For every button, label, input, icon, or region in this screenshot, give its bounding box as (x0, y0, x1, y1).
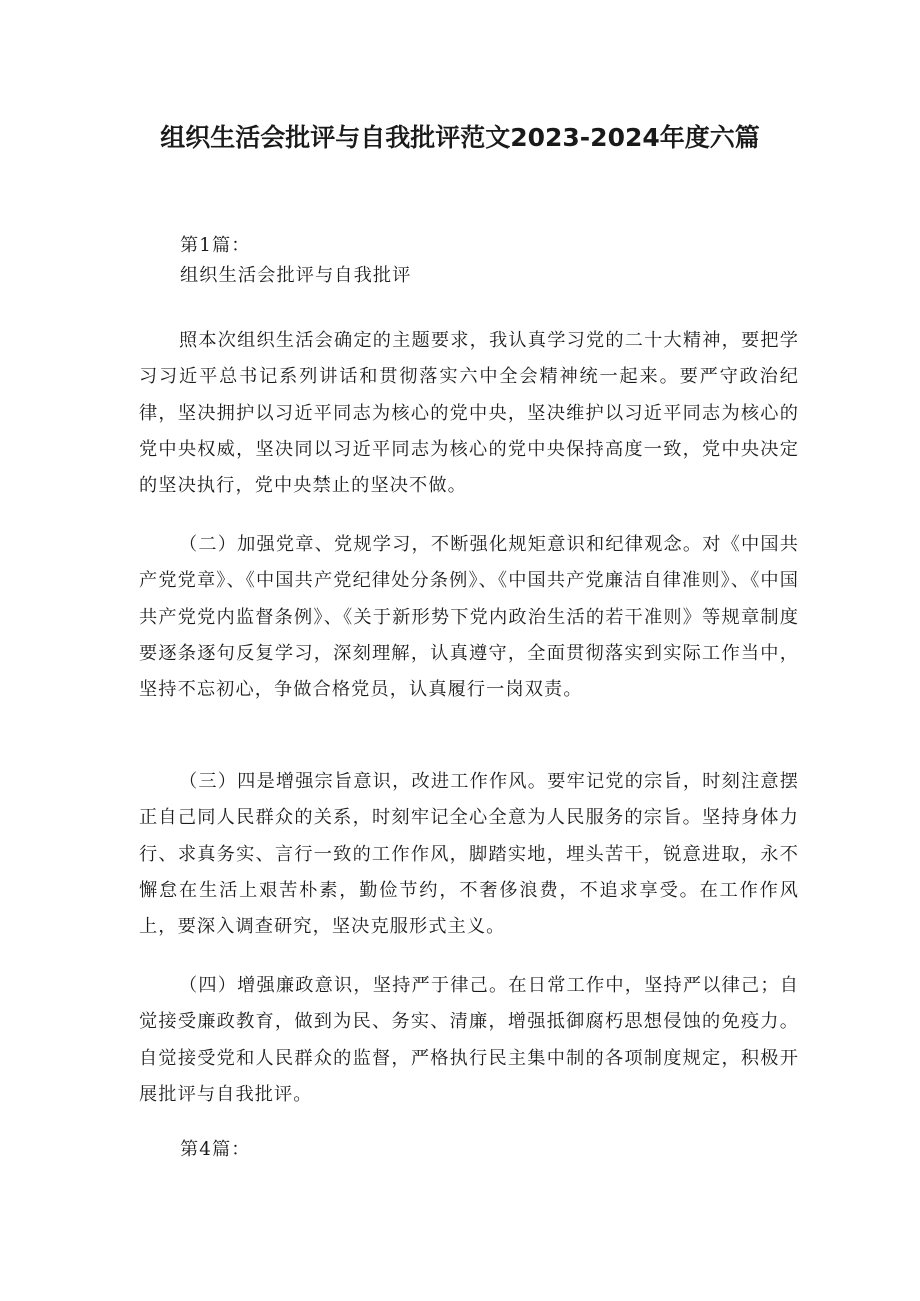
paragraph-4: （四）增强廉政意识，坚持严于律己。在日常工作中，坚持严以律己；自觉接受廉政教育，做到为民、务实、清廉，增强抵御腐朽思想侵蚀的免疫力。自觉接受党和人民群众的监督，严格执行民主集中制的各项制度规定，积极开展批评与自我批评。 (139, 975, 799, 1105)
paragraph-2: （二）加强党章、党规学习，不断强化规矩意识和纪律观念。对《中国共产党党章》、《中国共产党纪律处分条例》、《中国共产党廉洁自律准则》、《中国共产党党内监督条例》、《关于新形势下党内政治生活的若干准则》等规章制度要逐条逐句反复学习，深刻理解，认真遵守，全面贯彻落实到实际工作当中，坚持不忘初心，争做合格党员，认真履行一岗双责。 (139, 534, 799, 701)
paragraph-3: （三）四是增强宗旨意识，改进工作作风。要牢记党的宗旨，时刻注意摆正自己同人民群众的关系，时刻牢记全心全意为人民服务的宗旨。坚持身体力行、求真务实、言行一致的工作作风，脚踏实地，埋头苦干，锐意进取，永不懈怠在生活上艰苦朴素，勤俭节约，不奢侈浪费，不追求享受。在工作作风上，要深入调查研究，坚决克服形式主义。 (139, 771, 799, 938)
paragraph-1: 照本次组织生活会确定的主题要求，我认真学习党的二十大精神，要把学习习近平总书记系列讲话和贯彻落实六中全会精神统一起来。要严守政治纪律，坚决拥护以习近平同志为核心的党中央，坚决维护以习近平同志为核心的党中央权威，坚决同以习近平同志为核心的党中央保持高度一致，党中央决定的坚决执行，党中央禁止的坚决不做。 (139, 330, 799, 497)
section-heading-1: 第1篇： (180, 235, 251, 256)
section-heading-4: 第4篇： (180, 1139, 251, 1160)
section-subtitle-1: 组织生活会批评与自我批评 (180, 265, 412, 286)
document-title: 组织生活会批评与自我批评范文2023-2024年度六篇 (160, 123, 760, 152)
